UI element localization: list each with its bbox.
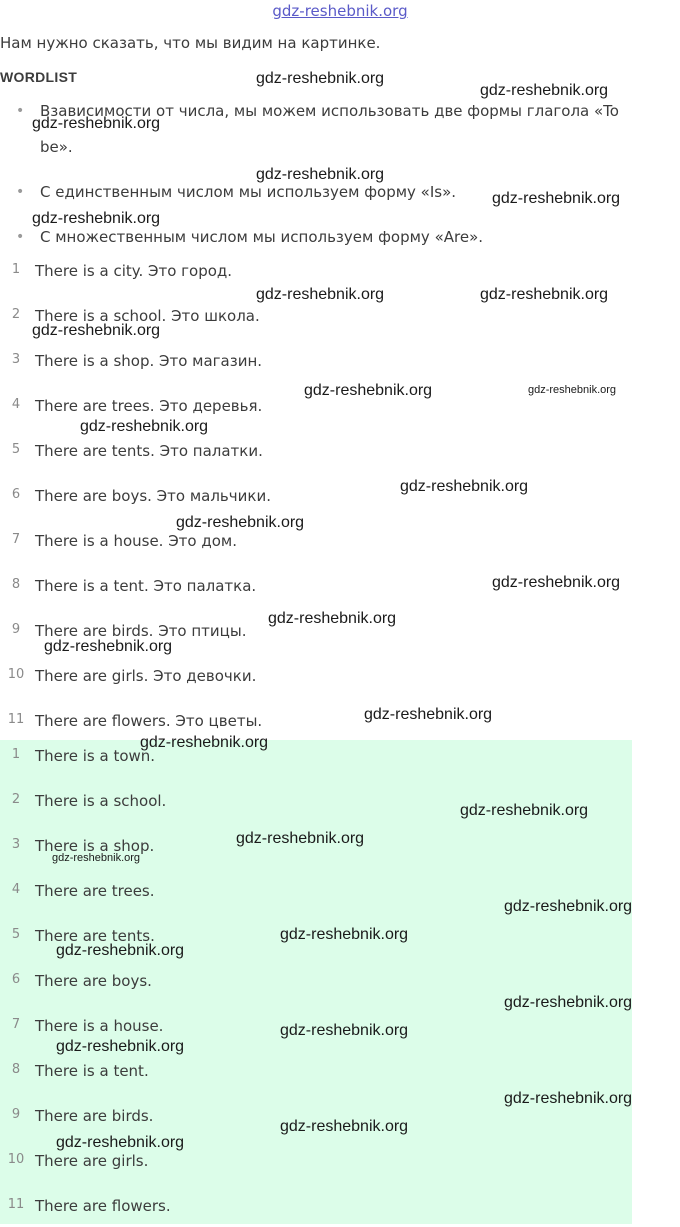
watermark: gdz-reshebnik.org	[56, 942, 185, 959]
watermark: gdz-reshebnik.org	[32, 210, 161, 227]
item-text: There are girls.	[35, 1152, 149, 1170]
watermark: gdz-reshebnik.org	[44, 638, 173, 655]
item-number: 5	[11, 442, 21, 457]
item-text: There are flowers.	[35, 1197, 171, 1215]
item-text: There are birds.	[35, 1107, 154, 1125]
wordlist-title: WORDLIST	[0, 69, 78, 85]
list-item	[0, 487, 640, 517]
answer-item	[0, 1152, 640, 1182]
watermark: gdz-reshebnik.org	[140, 734, 269, 751]
item-text: There is a house. Это дом.	[35, 532, 238, 550]
watermark: gdz-reshebnik.org	[528, 384, 617, 396]
list-item	[0, 667, 640, 697]
watermark: gdz-reshebnik.org	[504, 898, 633, 915]
bullet-text: С множественным числом мы используем форму «Are».	[40, 228, 484, 246]
answer-item	[0, 747, 640, 777]
answer-item	[0, 1062, 640, 1092]
item-text: There is a tent.	[35, 1062, 149, 1080]
item-number: 3	[11, 837, 21, 852]
item-number: 6	[11, 487, 21, 502]
watermark: gdz-reshebnik.org	[400, 478, 529, 495]
bullet-text-continued: be».	[40, 138, 73, 156]
watermark: gdz-reshebnik.org	[176, 514, 305, 531]
list-item	[0, 352, 640, 382]
list-item	[0, 712, 640, 742]
item-text: There is a school.	[35, 792, 167, 810]
watermark: gdz-reshebnik.org	[480, 82, 609, 99]
bullet-text: Взависимости от числа, мы можем использовать две формы глагола «To	[40, 102, 619, 120]
item-number: 10	[7, 667, 25, 682]
watermark: gdz-reshebnik.org	[504, 1090, 633, 1107]
bullet-dot-icon: •	[16, 229, 25, 245]
bullet-dot-icon: •	[16, 103, 25, 119]
item-text: There is a tent. Это палатка.	[35, 577, 257, 595]
item-number: 7	[11, 1017, 21, 1032]
item-number: 8	[11, 577, 21, 592]
site-link[interactable]: gdz-reshebnik.org	[272, 2, 408, 20]
intro-text: Нам нужно сказать, что мы видим на картинке.	[0, 34, 381, 52]
watermark: gdz-reshebnik.org	[56, 1134, 185, 1151]
item-text: There are trees.	[35, 882, 155, 900]
item-text: There are boys. Это мальчики.	[35, 487, 271, 505]
watermark: gdz-reshebnik.org	[364, 706, 493, 723]
item-number: 9	[11, 1107, 21, 1122]
watermark: gdz-reshebnik.org	[56, 1038, 185, 1055]
item-text: There is a town.	[35, 747, 156, 765]
item-number: 1	[11, 262, 21, 277]
item-text: There are flowers. Это цветы.	[35, 712, 263, 730]
item-number: 11	[7, 1197, 25, 1212]
watermark: gdz-reshebnik.org	[460, 802, 589, 819]
item-text: There are girls. Это девочки.	[35, 667, 257, 685]
watermark: gdz-reshebnik.org	[492, 574, 621, 591]
item-number: 3	[11, 352, 21, 367]
watermark: gdz-reshebnik.org	[268, 610, 397, 627]
item-text: There is a school. Это школа.	[35, 307, 260, 325]
item-text: There are boys.	[35, 972, 152, 990]
watermark: gdz-reshebnik.org	[256, 166, 385, 183]
item-text: There is a shop. Это магазин.	[35, 352, 263, 370]
watermark: gdz-reshebnik.org	[236, 830, 365, 847]
watermark: gdz-reshebnik.org	[256, 70, 385, 87]
watermark: gdz-reshebnik.org	[32, 115, 161, 132]
item-number: 4	[11, 397, 21, 412]
item-text: There are tents.	[35, 927, 155, 945]
watermark: gdz-reshebnik.org	[32, 322, 161, 339]
list-item	[0, 532, 640, 562]
watermark: gdz-reshebnik.org	[480, 286, 609, 303]
item-number: 11	[7, 712, 25, 727]
item-number: 2	[11, 792, 21, 807]
item-number: 6	[11, 972, 21, 987]
item-number: 8	[11, 1062, 21, 1077]
item-number: 1	[11, 747, 21, 762]
item-number: 10	[7, 1152, 25, 1167]
item-number: 7	[11, 532, 21, 547]
watermark: gdz-reshebnik.org	[256, 286, 385, 303]
watermark: gdz-reshebnik.org	[504, 994, 633, 1011]
watermark: gdz-reshebnik.org	[52, 852, 141, 864]
item-number: 4	[11, 882, 21, 897]
item-text: There are tents. Это палатки.	[35, 442, 263, 460]
watermark: gdz-reshebnik.org	[280, 926, 409, 943]
bullet-text: С единственным числом мы используем форму «Is».	[40, 183, 457, 201]
item-number: 9	[11, 622, 21, 637]
item-text: There are trees. Это деревья.	[35, 397, 263, 415]
item-text: There is a shop.	[35, 837, 155, 855]
item-text: There are birds. Это птицы.	[35, 622, 247, 640]
item-number: 5	[11, 927, 21, 942]
watermark: gdz-reshebnik.org	[280, 1022, 409, 1039]
item-number: 2	[11, 307, 21, 322]
watermark: gdz-reshebnik.org	[492, 190, 621, 207]
watermark: gdz-reshebnik.org	[80, 418, 209, 435]
bullet-dot-icon: •	[16, 184, 25, 200]
answer-item	[0, 1197, 640, 1227]
list-item	[0, 442, 640, 472]
item-text: There is a city. Это город.	[35, 262, 233, 280]
watermark: gdz-reshebnik.org	[304, 382, 433, 399]
watermark: gdz-reshebnik.org	[280, 1118, 409, 1135]
item-text: There is a house.	[35, 1017, 164, 1035]
